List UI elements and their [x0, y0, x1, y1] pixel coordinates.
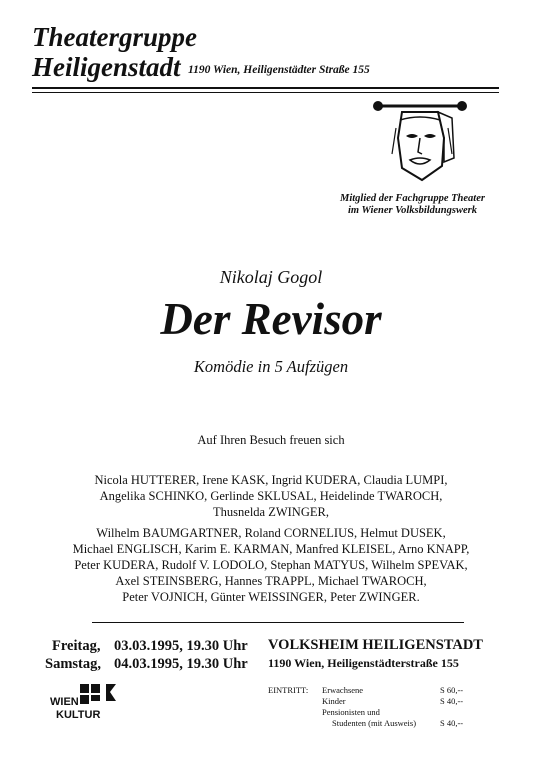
performance-date: 03.03.1995, 19.30 Uhr — [114, 638, 248, 654]
admission-category: Erwachsene — [322, 685, 364, 695]
header-rule-thick — [32, 87, 499, 89]
group-name-line2: Heiligenstadt — [32, 52, 181, 82]
group-name-line1: Theatergruppe — [32, 22, 197, 52]
admission-price: S 60,-- — [440, 685, 464, 695]
performance-day: Freitag, — [52, 638, 101, 654]
cast-line: Axel STEINSBERG, Hannes TRAPPL, Michael TWAROCH, — [115, 574, 427, 588]
header-rule-thin — [32, 92, 499, 93]
section-divider — [92, 622, 464, 623]
venue-address: 1190 Wien, Heiligenstädterstraße 155 — [268, 656, 459, 670]
sponsor-logo-text: WIEN — [50, 696, 79, 708]
performance-day: Samstag, — [45, 656, 101, 672]
admission-category: Kinder — [322, 696, 346, 706]
play-author: Nikolaj Gogol — [219, 267, 323, 287]
admission-category: Pensionisten und — [322, 707, 380, 717]
membership-line2: im Wiener Volksbildungswerk — [348, 205, 477, 216]
group-address: 1190 Wien, Heiligenstädter Straße 155 — [188, 64, 370, 76]
admission-category: Studenten (mit Ausweis) — [332, 718, 417, 728]
performance-date: 04.03.1995, 19.30 Uhr — [114, 656, 248, 672]
venue-name: VOLKSHEIM HEILIGENSTADT — [268, 637, 483, 653]
sponsor-logo-text: KULTUR — [56, 709, 101, 721]
play-subtitle: Komödie in 5 Aufzügen — [193, 357, 349, 376]
admission-label: EINTRITT: — [268, 685, 309, 695]
cast-line: Peter KUDERA, Rudolf V. LODOLO, Stephan MATYUS, Wilhelm SPEVAK, — [74, 558, 468, 572]
theater-mask-logo-icon — [372, 98, 468, 190]
cast-line: Angelika SCHINKO, Gerlinde SKLUSAL, Heidelinde TWAROCH, — [99, 489, 443, 503]
membership-line1: Mitglied der Fachgruppe Theater — [340, 193, 485, 204]
cast-line: Thusnelda ZWINGER, — [213, 505, 329, 519]
admission-price: S 40,-- — [440, 718, 464, 728]
invite-text: Auf Ihren Besuch freuen sich — [197, 433, 345, 447]
cast-line: Wilhelm BAUMGARTNER, Roland CORNELIUS, Helmut DUSEK, — [96, 526, 446, 540]
admission-price: S 40,-- — [440, 696, 464, 706]
cast-line: Nicola HUTTERER, Irene KASK, Ingrid KUDERA, Claudia LUMPI, — [94, 473, 448, 487]
cast-line: Michael ENGLISCH, Karim E. KARMAN, Manfred KLEISEL, Arno KNAPP, — [72, 542, 470, 556]
wien-kultur-logo-icon — [50, 683, 122, 723]
play-title: Der Revisor — [160, 294, 382, 344]
cast-line: Peter VOJNICH, Günter WEISSINGER, Peter ZWINGER. — [122, 590, 420, 604]
